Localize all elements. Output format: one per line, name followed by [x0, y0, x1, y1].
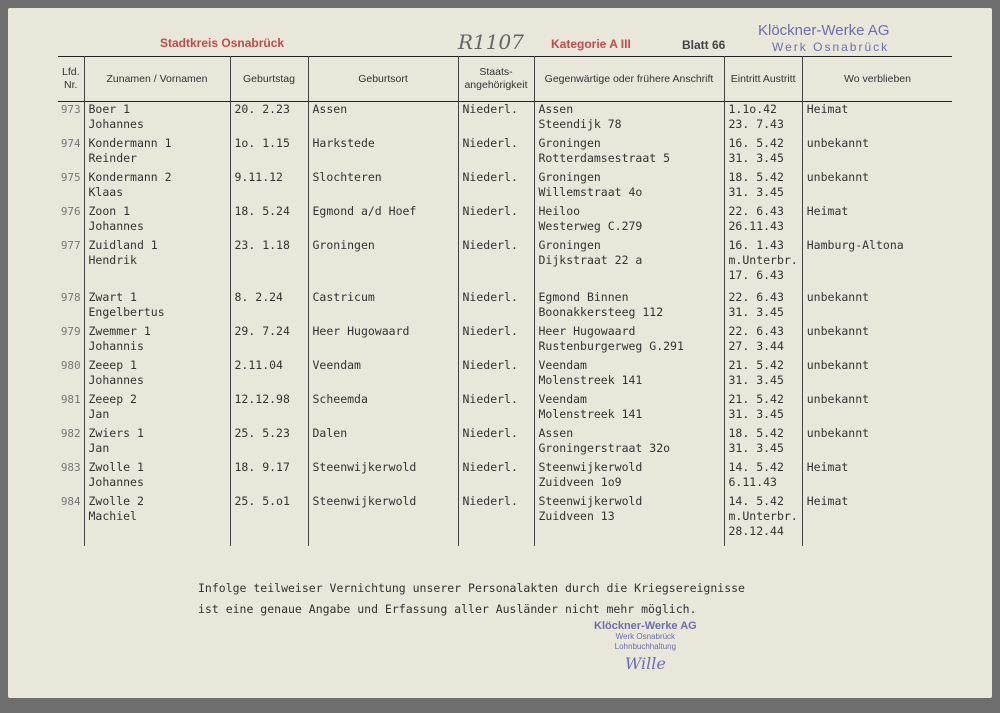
table-cell	[534, 324, 724, 358]
table-cell	[458, 324, 534, 358]
row-number: 984	[60, 495, 81, 508]
entry-date: 22. 6.43	[728, 204, 784, 218]
table-cell	[724, 426, 802, 460]
table-row	[58, 204, 952, 238]
table-cell	[230, 238, 308, 290]
table-cell	[84, 102, 230, 137]
address-street: Zuidveen 1o9	[538, 475, 622, 489]
given-name: Engelbertus	[88, 305, 165, 319]
nationality: Niederl.	[462, 426, 518, 440]
address-street: Molenstreek 141	[538, 407, 643, 421]
entry-date: 18. 5.42	[728, 170, 784, 184]
row-number: 980	[60, 359, 81, 372]
exit-date-2: 28.12.44	[728, 524, 784, 538]
entry-date: 22. 6.43	[728, 290, 784, 304]
table-cell	[802, 238, 952, 290]
table-cell	[534, 170, 724, 204]
given-name: Klaas	[88, 185, 124, 199]
row-number: 977	[60, 239, 81, 252]
row-number: 981	[60, 393, 81, 406]
exit-date: 31. 3.45	[728, 305, 784, 319]
row-number: 974	[60, 137, 81, 150]
col-birthdate: Geburtstag	[230, 57, 308, 102]
exit-date: 31. 3.45	[728, 185, 784, 199]
table-cell	[84, 494, 230, 546]
surname: Zwiers 1	[88, 426, 144, 440]
surname: Zuidland 1	[88, 238, 158, 252]
table-cell	[58, 204, 84, 238]
col-address: Gegenwärtige oder frühere Anschrift	[534, 57, 724, 102]
table-cell	[230, 460, 308, 494]
given-name: Hendrik	[88, 253, 137, 267]
birth-date: 1o. 1.15	[234, 136, 290, 150]
table-cell	[802, 290, 952, 324]
table-cell	[724, 494, 802, 546]
entry-date: 21. 5.42	[728, 392, 784, 406]
given-name: Johannes	[88, 219, 144, 233]
entry-date: 18. 5.42	[728, 426, 784, 440]
table-cell	[534, 204, 724, 238]
table-cell	[308, 460, 458, 494]
address-street: Rotterdamsestraat 5	[538, 151, 671, 165]
address-city: Groningen	[538, 238, 601, 252]
whereabouts: unbekannt	[806, 324, 870, 338]
surname: Boer 1	[88, 102, 131, 116]
address-city: Groningen	[538, 170, 601, 184]
table-row	[58, 102, 952, 137]
birth-place: Groningen	[312, 238, 375, 252]
handwritten-reference: R1107	[458, 30, 524, 54]
table-cell	[724, 136, 802, 170]
row-number: 973	[60, 103, 81, 116]
whereabouts: Heimat	[806, 460, 849, 474]
table-cell	[534, 290, 724, 324]
table-cell	[308, 204, 458, 238]
table-row	[58, 494, 952, 546]
address-city: Veendam	[538, 358, 587, 372]
table-cell	[802, 170, 952, 204]
col-birthplace: Geburtsort	[308, 57, 458, 102]
exit-date: m.Unterbr.	[728, 253, 798, 267]
row-number: 978	[60, 291, 81, 304]
table-cell	[84, 238, 230, 290]
whereabouts: unbekannt	[806, 426, 870, 440]
table-cell	[84, 290, 230, 324]
address-street: Steendijk 78	[538, 117, 622, 131]
row-number: 976	[60, 205, 81, 218]
table-cell	[84, 204, 230, 238]
table-cell	[84, 392, 230, 426]
table-cell	[458, 392, 534, 426]
table-row	[58, 238, 952, 290]
birth-date: 12.12.98	[234, 392, 290, 406]
table-row	[58, 392, 952, 426]
stamp-bottom-dept: Lohnbuchhaltung	[614, 642, 677, 651]
entry-date: 14. 5.42	[728, 494, 784, 508]
birth-date: 8. 2.24	[234, 290, 283, 304]
address-city: Heiloo	[538, 204, 581, 218]
table-cell	[802, 324, 952, 358]
stamp-bottom-company: Klöckner-Werke AG	[594, 620, 697, 632]
row-number: 983	[60, 461, 81, 474]
table-cell	[724, 460, 802, 494]
whereabouts: unbekannt	[806, 358, 870, 372]
table-cell	[534, 358, 724, 392]
surname: Zeeep 1	[88, 358, 137, 372]
signature: Wille	[624, 654, 666, 673]
table-cell	[230, 204, 308, 238]
table-cell	[724, 238, 802, 290]
surname: Zwemmer 1	[88, 324, 151, 338]
table-cell	[724, 358, 802, 392]
surname: Zwolle 1	[88, 460, 144, 474]
stamp-bottom-plant: Werk Osnabrück	[615, 632, 676, 641]
category-label: Kategorie A III	[551, 37, 631, 51]
surname: Zoon 1	[88, 204, 131, 218]
table-cell	[802, 204, 952, 238]
sheet-number: Blatt 66	[682, 38, 726, 52]
whereabouts: unbekannt	[806, 392, 870, 406]
surname: Zwolle 2	[88, 494, 144, 508]
table-cell	[724, 290, 802, 324]
address-city: Steenwijkerwold	[538, 494, 643, 508]
table-cell	[58, 426, 84, 460]
table-cell	[58, 102, 84, 137]
table-cell	[308, 426, 458, 460]
table-cell	[58, 494, 84, 546]
given-name: Johannes	[88, 373, 144, 387]
address-street: Molenstreek 141	[538, 373, 643, 387]
table-row	[58, 460, 952, 494]
birth-date: 23. 1.18	[234, 238, 290, 252]
company-stamp-bottom	[594, 620, 697, 673]
address-street: Zuidveen 13	[538, 509, 615, 523]
birth-date: 9.11.12	[234, 170, 283, 184]
table-cell	[308, 136, 458, 170]
row-number: 979	[60, 325, 81, 338]
table-cell	[458, 238, 534, 290]
whereabouts: Hamburg-Altona	[806, 238, 904, 252]
table-cell	[84, 460, 230, 494]
birth-place: Slochteren	[312, 170, 382, 184]
entry-date: 14. 5.42	[728, 460, 784, 474]
table-cell	[230, 290, 308, 324]
table-cell	[534, 460, 724, 494]
col-entry-exit: Eintritt Austritt	[724, 57, 802, 102]
stamp-company: Klöckner-Werke AG	[758, 22, 890, 39]
birth-date: 20. 2.23	[234, 102, 290, 116]
table-cell	[534, 102, 724, 137]
col-whereabouts: Wo verblieben	[802, 57, 952, 102]
table-cell	[308, 290, 458, 324]
table-cell	[58, 170, 84, 204]
birth-place: Steenwijkerwold	[312, 494, 417, 508]
given-name: Jan	[88, 441, 110, 455]
table-cell	[458, 204, 534, 238]
exit-date: 31. 3.45	[728, 441, 784, 455]
table-cell	[534, 238, 724, 290]
whereabouts: Heimat	[806, 102, 849, 116]
address-city: Heer Hugowaard	[538, 324, 636, 338]
birth-place: Veendam	[312, 358, 361, 372]
table-cell	[534, 392, 724, 426]
nationality: Niederl.	[462, 324, 518, 338]
table-cell	[724, 392, 802, 426]
address-city: Steenwijkerwold	[538, 460, 643, 474]
given-name: Johannes	[88, 117, 144, 131]
col-name: Zunamen / Vornamen	[84, 57, 230, 102]
nationality: Niederl.	[462, 460, 518, 474]
col-nationality: Staats-angehörigkeit	[458, 57, 534, 102]
table-row	[58, 324, 952, 358]
table-cell	[230, 392, 308, 426]
nationality: Niederl.	[462, 102, 518, 116]
row-number: 982	[60, 427, 81, 440]
birth-place: Egmond a/d Hoef	[312, 204, 417, 218]
surname: Zeeep 2	[88, 392, 137, 406]
address-street: Dijkstraat 22 a	[538, 253, 643, 267]
table-row	[58, 426, 952, 460]
table-cell	[534, 494, 724, 546]
table-cell	[458, 170, 534, 204]
birth-date: 2.11.04	[234, 358, 283, 372]
address-city: Egmond Binnen	[538, 290, 629, 304]
given-name: Jan	[88, 407, 110, 421]
nationality: Niederl.	[462, 290, 518, 304]
footnote	[198, 578, 745, 620]
address-city: Assen	[538, 102, 574, 116]
table-cell	[724, 102, 802, 137]
table-cell	[802, 426, 952, 460]
nationality: Niederl.	[462, 136, 518, 150]
table-row	[58, 136, 952, 170]
table-cell	[458, 358, 534, 392]
table-cell	[58, 238, 84, 290]
table-cell	[724, 324, 802, 358]
exit-date: 31. 3.45	[728, 151, 784, 165]
entry-date: 22. 6.43	[728, 324, 784, 338]
given-name: Johannes	[88, 475, 144, 489]
table-cell	[308, 324, 458, 358]
surname: Kondermann 1	[88, 136, 172, 150]
table-cell	[58, 324, 84, 358]
footnote-line-2: ist eine genaue Angabe und Erfassung aller Ausländer nicht mehr möglich.	[198, 602, 697, 616]
table-header	[58, 57, 952, 102]
exit-date: 31. 3.45	[728, 407, 784, 421]
whereabouts: unbekannt	[806, 170, 870, 184]
table-cell	[458, 426, 534, 460]
table-cell	[84, 358, 230, 392]
birth-date: 25. 5.o1	[234, 494, 290, 508]
nationality: Niederl.	[462, 204, 518, 218]
exit-date: 27. 3.44	[728, 339, 784, 353]
entry-date: 16. 5.42	[728, 136, 784, 150]
table-cell	[58, 136, 84, 170]
company-stamp-top	[758, 22, 889, 56]
table-cell	[802, 494, 952, 546]
birth-date: 18. 9.17	[234, 460, 290, 474]
birth-place: Steenwijkerwold	[312, 460, 417, 474]
table-cell	[230, 170, 308, 204]
table-cell	[58, 358, 84, 392]
birth-place: Castricum	[312, 290, 375, 304]
birth-date: 18. 5.24	[234, 204, 290, 218]
table-cell	[308, 494, 458, 546]
birth-place: Dalen	[312, 426, 348, 440]
table-cell	[458, 136, 534, 170]
exit-date-2: 17. 6.43	[728, 268, 784, 282]
birth-place: Heer Hugowaard	[312, 324, 410, 338]
table-cell	[534, 426, 724, 460]
table-cell	[724, 170, 802, 204]
table-cell	[84, 324, 230, 358]
address-street: Rustenburgerweg G.291	[538, 339, 684, 353]
birth-place: Harkstede	[312, 136, 375, 150]
table-cell	[84, 136, 230, 170]
birth-date: 29. 7.24	[234, 324, 290, 338]
address-city: Assen	[538, 426, 574, 440]
exit-date: m.Unterbr.	[728, 509, 798, 523]
table-cell	[534, 136, 724, 170]
table-cell	[230, 324, 308, 358]
table-cell	[308, 392, 458, 426]
address-city: Veendam	[538, 392, 587, 406]
col-nr: Lfd. Nr.	[58, 57, 84, 102]
surname: Kondermann 2	[88, 170, 172, 184]
table-cell	[308, 170, 458, 204]
table-cell	[802, 460, 952, 494]
row-number: 975	[60, 171, 81, 184]
whereabouts: Heimat	[806, 494, 849, 508]
nationality: Niederl.	[462, 170, 518, 184]
exit-date: 26.11.43	[728, 219, 784, 233]
whereabouts: Heimat	[806, 204, 849, 218]
table-cell	[58, 460, 84, 494]
nationality: Niederl.	[462, 358, 518, 372]
given-name: Reinder	[88, 151, 137, 165]
table-cell	[458, 102, 534, 137]
birth-place: Scheemda	[312, 392, 368, 406]
nationality: Niederl.	[462, 392, 518, 406]
table-cell	[724, 204, 802, 238]
address-street: Westerweg C.279	[538, 219, 643, 233]
table-row	[58, 290, 952, 324]
table-cell	[308, 358, 458, 392]
table-cell	[58, 290, 84, 324]
footnote-line-1: Infolge teilweiser Vernichtung unserer Personalakten durch die Kriegsereignisse	[198, 581, 745, 595]
table-cell	[230, 136, 308, 170]
table-row	[58, 170, 952, 204]
table-cell	[84, 426, 230, 460]
table-cell	[230, 102, 308, 137]
table-cell	[58, 392, 84, 426]
nationality: Niederl.	[462, 494, 518, 508]
table-cell	[802, 136, 952, 170]
address-city: Groningen	[538, 136, 601, 150]
table-cell	[84, 170, 230, 204]
address-street: Willemstraat 4o	[538, 185, 643, 199]
entry-date: 1.1o.42	[728, 102, 777, 116]
table-cell	[308, 238, 458, 290]
stamp-plant: Werk Osnabrück	[772, 40, 890, 54]
exit-date: 23. 7.43	[728, 117, 784, 131]
birth-place: Assen	[312, 102, 348, 116]
whereabouts: unbekannt	[806, 136, 870, 150]
table-cell	[802, 392, 952, 426]
table-cell	[458, 460, 534, 494]
table-cell	[230, 494, 308, 546]
employee-table	[58, 56, 952, 546]
nationality: Niederl.	[462, 238, 518, 252]
birth-date: 25. 5.23	[234, 426, 290, 440]
table-cell	[458, 494, 534, 546]
whereabouts: unbekannt	[806, 290, 870, 304]
address-street: Boonakkersteeg 112	[538, 305, 664, 319]
table-cell	[308, 102, 458, 137]
entry-date: 16. 1.43	[728, 238, 784, 252]
exit-date: 31. 3.45	[728, 373, 784, 387]
district-label: Stadtkreis Osnabrück	[160, 36, 285, 50]
table-cell	[458, 290, 534, 324]
table-row	[58, 358, 952, 392]
table-cell	[230, 426, 308, 460]
table-cell	[230, 358, 308, 392]
address-street: Groningerstraat 32o	[538, 441, 671, 455]
exit-date: 6.11.43	[728, 475, 777, 489]
entry-date: 21. 5.42	[728, 358, 784, 372]
surname: Zwart 1	[88, 290, 137, 304]
table-cell	[802, 358, 952, 392]
given-name: Machiel	[88, 509, 137, 523]
table-cell	[802, 102, 952, 137]
given-name: Johannis	[88, 339, 144, 353]
